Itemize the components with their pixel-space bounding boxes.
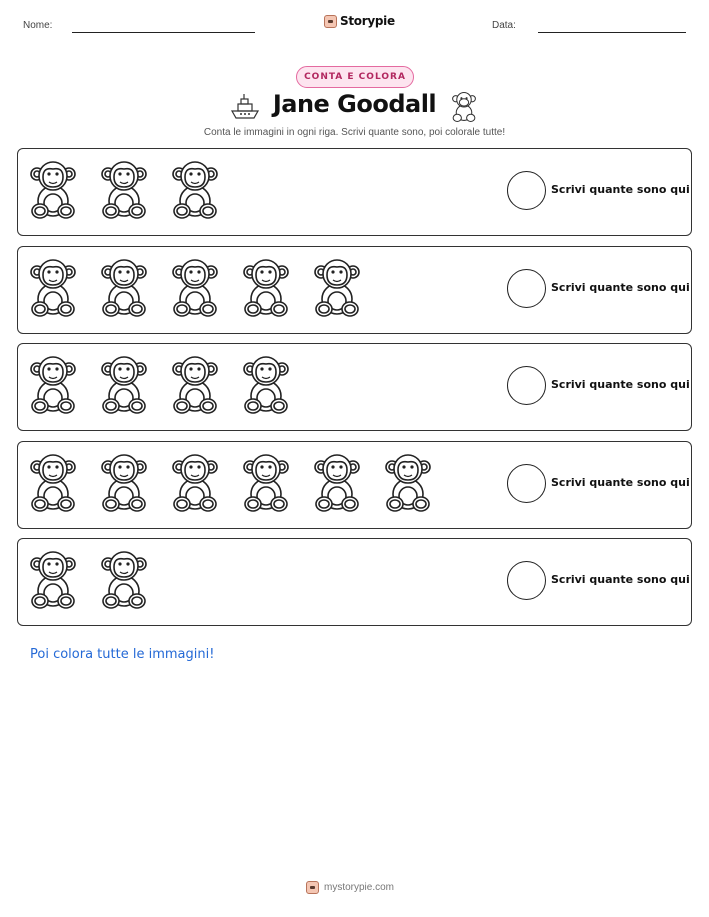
brand-name: Storypie [340, 14, 395, 28]
monkey-icon [172, 259, 218, 317]
answer-label: Scrivi quante sono qui [551, 475, 690, 489]
answer-circle[interactable] [507, 464, 546, 503]
monkey-icon [101, 356, 147, 414]
site-footer [306, 881, 394, 894]
answer-label: Scrivi quante sono qui [551, 378, 690, 391]
monkey-icon [451, 92, 477, 122]
answer-circle[interactable] [507, 366, 546, 405]
brand [324, 14, 395, 28]
monkey-group [30, 161, 218, 219]
date-label: Data: [492, 20, 516, 31]
date-line[interactable] [538, 32, 686, 33]
answer-label: Scrivi quante sono qui [551, 183, 690, 196]
monkey-group [30, 551, 147, 609]
monkey-icon [30, 161, 76, 219]
page-title: Jane Goodall [272, 90, 437, 118]
monkey-icon [101, 551, 147, 609]
answer-label: Scrivi quante sono qui [551, 280, 690, 294]
monkey-icon [101, 259, 147, 317]
monkey-group [30, 356, 289, 414]
monkey-icon [101, 454, 147, 512]
name-label: Nome: [23, 20, 53, 31]
monkey-group [30, 454, 431, 512]
monkey-icon [243, 356, 289, 414]
answer-circle[interactable] [507, 269, 546, 308]
activity-badge: CONTA E COLORA [296, 66, 414, 88]
monkey-icon [30, 551, 76, 609]
monkey-icon [30, 356, 76, 414]
storypie-logo-icon [306, 881, 319, 894]
counting-row [17, 246, 692, 334]
monkey-icon [172, 356, 218, 414]
monkey-icon [30, 454, 76, 512]
answer-label: Scrivi quante sono qui [551, 573, 690, 586]
footer-note: Poi colora tutte le immagini! [30, 647, 215, 662]
counting-row [17, 538, 692, 626]
counting-row [17, 148, 692, 236]
instructions: Conta le immagini in ogni riga. Scrivi quante sono, poi colorale tutte! [203, 127, 506, 138]
monkey-icon [314, 259, 360, 317]
monkey-group [30, 259, 360, 317]
counting-row [17, 343, 692, 431]
monkey-icon [314, 454, 360, 512]
monkey-icon [385, 454, 431, 512]
monkey-icon [30, 259, 76, 317]
name-line[interactable] [72, 32, 255, 33]
monkey-icon [243, 259, 289, 317]
counting-row [17, 441, 692, 529]
storypie-logo-icon [324, 15, 337, 28]
monkey-icon [172, 161, 218, 219]
monkey-icon [243, 454, 289, 512]
monkey-icon [172, 454, 218, 512]
monkey-icon [101, 161, 147, 219]
answer-circle[interactable] [507, 171, 546, 210]
site-url: mystorypie.com [324, 882, 395, 893]
answer-circle[interactable] [507, 561, 546, 600]
